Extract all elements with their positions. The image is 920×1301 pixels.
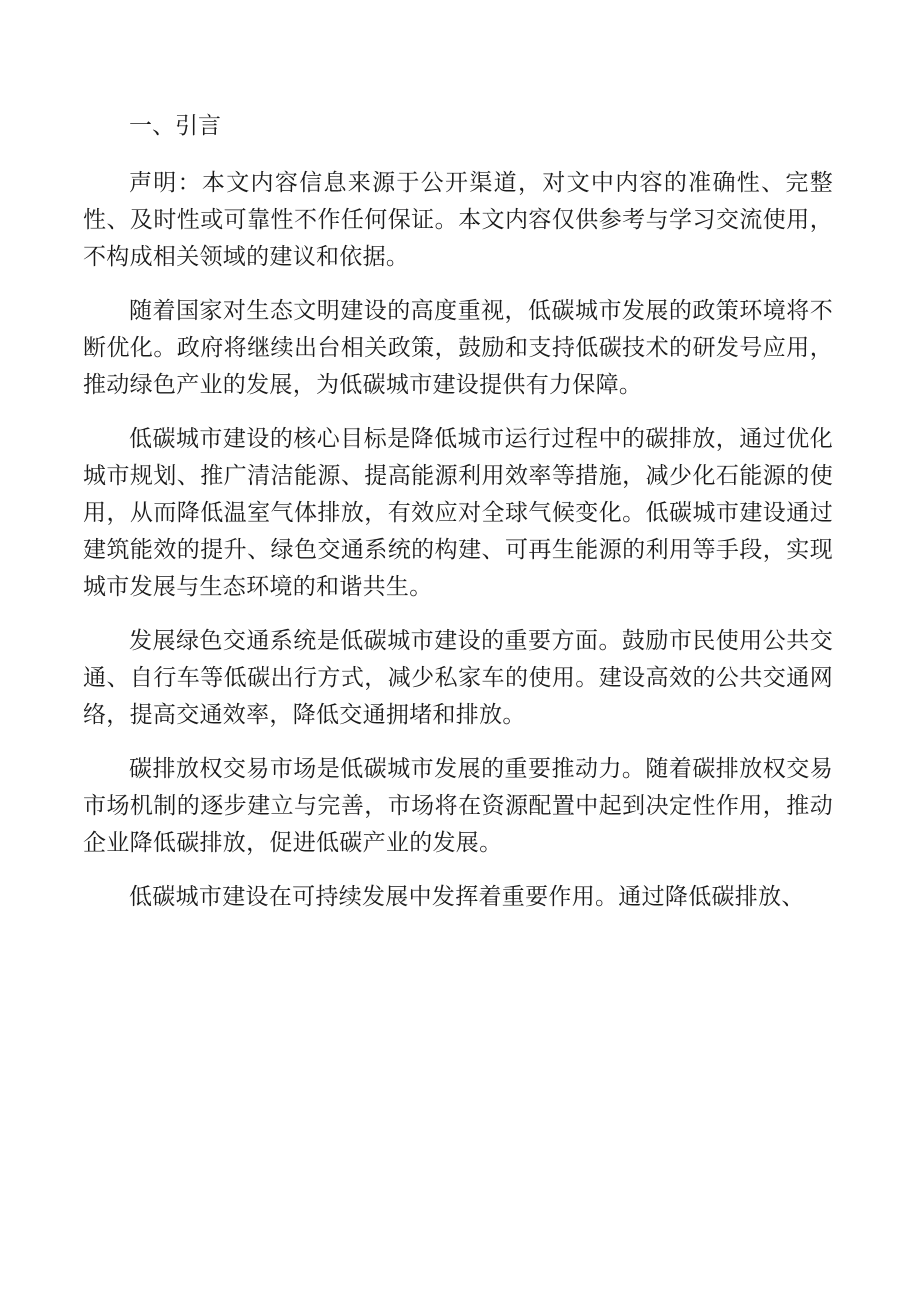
paragraph-policy: 随着国家对生态文明建设的高度重视，低碳城市发展的政策环境将不断优化。政府将继续出台相关政策，鼓励和支持低碳技术的研发号应用，推动绿色产业的发展，为低碳城市建设提供有力保障。 xyxy=(83,298,833,398)
section-heading: 一、引言 xyxy=(129,113,221,139)
paragraph-green-transport: 发展绿色交通系统是低碳城市建设的重要方面。鼓励市民使用公共交通、自行车等低碳出行方式，减少私家车的使用。建设高效的公共交通网络，提高交通效率，降低交通拥堵和排放。 xyxy=(83,628,833,728)
paragraph-core-goal: 低碳城市建设的核心目标是降低城市运行过程中的碳排放，通过优化城市规划、推广清洁能源、提高能源利用效率等措施，减少化石能源的使用，从而降低温室气体排放，有效应对全球气候变化。低碳城市建设通过建筑能效的提升、绿色交通系统的构建、可再生能源的利用等手段，实现城市发展与生态环境的和谐共生。 xyxy=(83,426,833,600)
paragraph-sustainability: 低碳城市建设在可持续发展中发挥着重要作用。通过降低碳排放、 xyxy=(129,884,805,910)
document-body xyxy=(83,108,833,933)
paragraph-disclaimer: 声明：本文内容信息来源于公开渠道，对文中内容的准确性、完整性、及时性或可靠性不作任何保证。本文内容仅供参考与学习交流使用，不构成相关领域的建议和依据。 xyxy=(83,170,833,270)
paragraph-carbon-market: 碳排放权交易市场是低碳城市发展的重要推动力。随着碳排放权交易市场机制的逐步建立与完善，市场将在资源配置中起到决定性作用，推动企业降低碳排放，促进低碳产业的发展。 xyxy=(83,756,833,856)
